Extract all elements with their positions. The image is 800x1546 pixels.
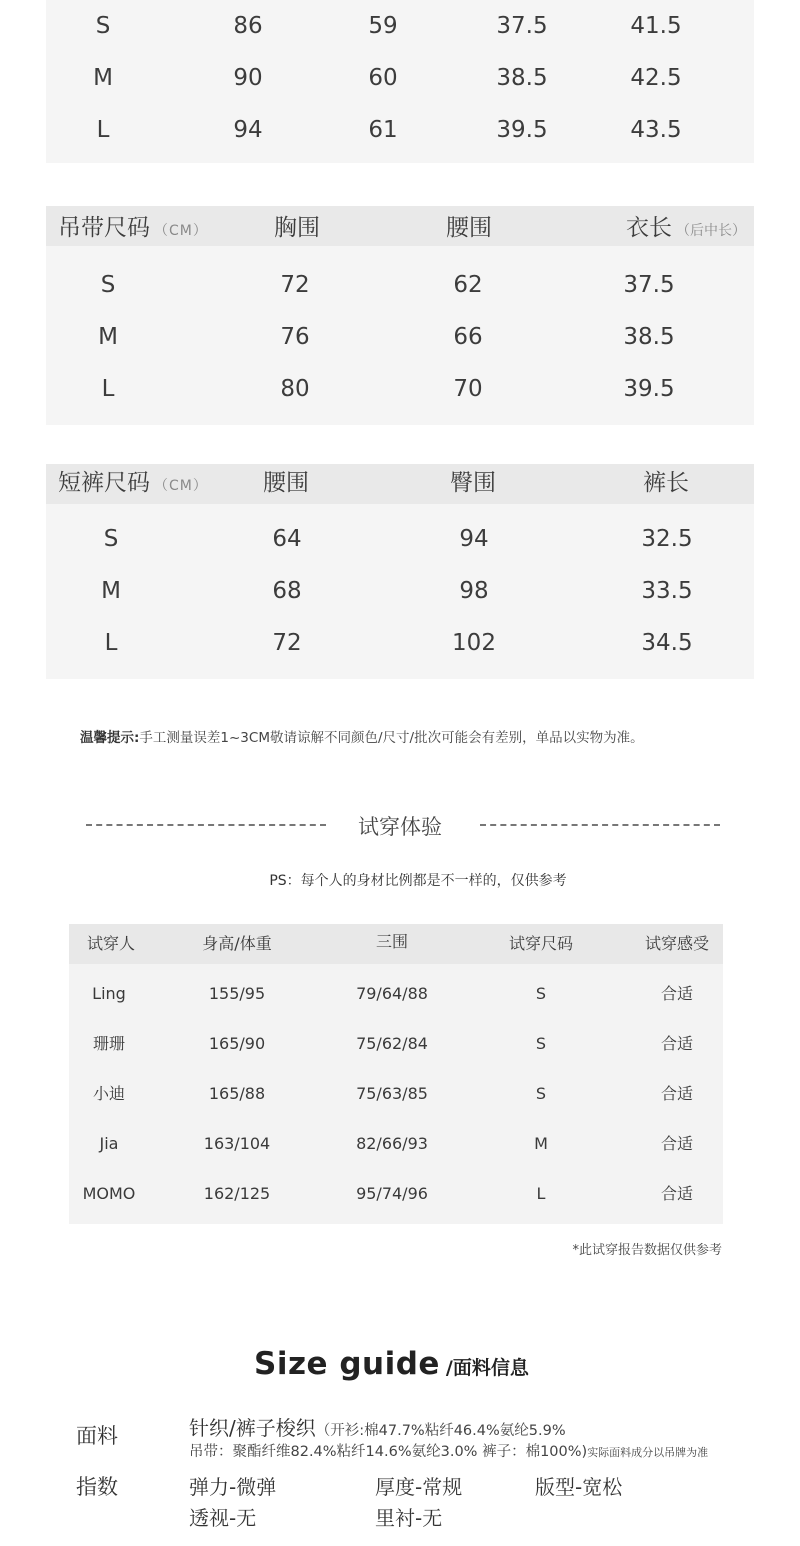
trial-table-cell-r2-c1: 165/88 [208,1084,266,1103]
camisole-table-cell-r0-c1: 72 [280,272,310,298]
trial-table-cell-r0-c4: 合适 [660,984,694,1003]
section-divider-left [86,824,326,826]
top-table-cell-r2-c0: L [96,117,110,143]
trial-header-height-weight: 身高/体重 [202,934,272,953]
trial-section-title: 试穿体验 [358,815,442,839]
shorts-table-cell-r1-c1: 68 [272,578,302,604]
trial-table-cell-r3-c2: 82/66/93 [356,1134,428,1153]
shorts-table-cell-r2-c0: L [104,630,118,656]
measurement-notice [80,726,644,746]
camisole-table-cell-r2-c3: 39.5 [623,376,675,402]
trial-header-feel: 试穿感受 [644,934,710,953]
camisole-table-cell-r0-c3: 37.5 [623,272,675,298]
trial-table-cell-r2-c2: 75/63/85 [356,1084,428,1103]
trial-disclaimer: *此试穿报告数据仅供参考 [572,1243,722,1258]
top-table-cell-r2-c2: 61 [368,117,398,143]
trial-table-cell-r3-c4: 合适 [660,1134,694,1153]
camisole-length-note: （后中长） [676,223,746,239]
trial-table-cell-r0-c3: S [535,984,547,1003]
shorts-table-cell-r0-c0: S [103,526,119,552]
camisole-unit: （CM） [154,223,208,239]
shorts-table-cell-r2-c1: 72 [272,630,302,656]
top-table-cell-r2-c3: 39.5 [496,117,548,143]
camisole-table-cell-r1-c2: 66 [453,324,483,350]
fabric-line-2 [189,1440,708,1461]
trial-table-cell-r4-c4: 合适 [660,1184,694,1203]
top-table-cell-r0-c1: 86 [233,13,263,39]
trial-table [69,924,723,1224]
size-guide-title-en: Size guide [254,1346,440,1382]
camisole-table-cell-r2-c0: L [101,376,115,402]
trial-table-cell-r1-c1: 165/90 [208,1034,266,1053]
trial-table-cell-r1-c3: S [535,1034,547,1053]
trial-table-cell-r4-c2: 95/74/96 [356,1184,428,1203]
trial-header-measurements: 三围 [375,932,409,951]
shorts-table-cell-r2-c2: 102 [452,630,496,656]
index-fit: 版型-宽松 [535,1475,623,1499]
camisole-table-cell-r1-c3: 38.5 [623,324,675,350]
shorts-table-cell-r1-c0: M [101,578,121,604]
shorts-table-cell-r0-c1: 64 [272,526,302,552]
shorts-header-waist: 腰围 [263,470,309,496]
top-table-cell-r0-c4: 41.5 [630,13,682,39]
shorts-header-length: 裤长 [643,470,689,496]
trial-table-cell-r3-c0: Jia [99,1134,119,1153]
trial-table-cell-r0-c0: Ling [92,984,126,1003]
trial-table-cell-r4-c0: MOMO [82,1184,136,1203]
camisole-table-cell-r1-c1: 76 [280,324,310,350]
index-lining: 里衬-无 [375,1506,443,1530]
camisole-table-cell-r2-c1: 80 [280,376,310,402]
camisole-table-cell-r0-c0: S [100,272,116,298]
top-table-cell-r1-c0: M [93,65,113,91]
top-table-cell-r2-c4: 43.5 [630,117,682,143]
top-table-cell-r1-c4: 42.5 [630,65,682,91]
top-table-cell-r0-c3: 37.5 [496,13,548,39]
trial-header-person: 试穿人 [86,934,136,953]
size-guide-title [254,1346,529,1382]
camisole-header-length: 衣长 （后中长） [626,215,746,241]
trial-table-cell-r1-c0: 珊珊 [92,1034,126,1053]
camisole-table-cell-r0-c2: 62 [453,272,483,298]
trial-table-cell-r3-c3: M [534,1134,548,1153]
shorts-table-cell-r0-c2: 94 [459,526,489,552]
index-elasticity: 弹力-微弹 [189,1475,277,1499]
trial-table-cell-r2-c0: 小迪 [92,1084,126,1103]
trial-table-cell-r2-c3: S [535,1084,547,1103]
trial-header-size: 试穿尺码 [508,934,574,953]
camisole-table-title: 吊带尺码 （CM） [58,215,208,241]
index-sheerness: 透视-无 [189,1506,257,1530]
trial-table-cell-r4-c3: L [536,1184,546,1203]
top-table-cell-r1-c2: 60 [368,65,398,91]
top-size-table [46,0,754,163]
trial-table-cell-r4-c1: 162/125 [203,1184,271,1203]
fabric-detail: （开衫:棉47.7%粘纤46.4%氨纶5.9% [315,1423,566,1439]
camisole-table-cell-r2-c2: 70 [453,376,483,402]
trial-table-cell-r1-c4: 合适 [660,1034,694,1053]
shorts-table-cell-r1-c2: 98 [459,578,489,604]
shorts-header-hip: 臀围 [450,470,496,496]
top-table-cell-r1-c3: 38.5 [496,65,548,91]
camisole-header-waist: 腰围 [446,215,492,241]
trial-ps-note: PS：每个人的身材比例都是不一样的，仅供参考 [269,873,567,889]
fabric-label: 面料 [76,1424,118,1448]
shorts-size-table [46,464,754,679]
fabric-main-text: 针织/裤子梭织 [189,1416,316,1440]
top-table-cell-r0-c2: 59 [368,13,398,39]
shorts-table-cell-r0-c3: 32.5 [641,526,693,552]
trial-table-cell-r2-c4: 合适 [660,1084,694,1103]
shorts-table-title: 短裤尺码 （CM） [58,470,208,496]
size-guide-title-cn: /面料信息 [445,1357,529,1379]
fabric-tiny-note: 实际面料成分以吊牌为准 [587,1446,709,1459]
shorts-table-cell-r1-c3: 33.5 [641,578,693,604]
index-thickness: 厚度-常规 [375,1475,463,1499]
trial-table-cell-r0-c2: 79/64/88 [356,984,428,1003]
top-table-cell-r0-c0: S [95,13,111,39]
camisole-header-bust: 胸围 [274,215,320,241]
trial-table-cell-r1-c2: 75/62/84 [356,1034,428,1053]
notice-text: 手工测量误差1~3CM敬请谅解不同颜色/尺寸/批次可能会有差别，单品以实物为准。 [139,730,644,746]
top-table-cell-r2-c1: 94 [233,117,263,143]
index-label: 指数 [76,1475,118,1499]
camisole-table-header [46,206,754,246]
section-divider-right [480,824,720,826]
fabric-main [189,1412,566,1441]
trial-table-cell-r3-c1: 163/104 [203,1134,271,1153]
top-table-cell-r1-c1: 90 [233,65,263,91]
shorts-unit: （CM） [154,478,208,494]
camisole-size-table [46,206,754,425]
camisole-table-cell-r1-c0: M [98,324,118,350]
trial-table-header [69,924,723,964]
shorts-table-cell-r2-c3: 34.5 [641,630,693,656]
trial-table-cell-r0-c1: 155/95 [208,984,266,1003]
notice-label: 温馨提示: [80,730,140,746]
shorts-table-header [46,464,754,504]
fabric-line-2-text: 吊带：聚酯纤维82.4%粘纤14.6%氨纶3.0% 裤子：棉100%) [189,1444,588,1460]
